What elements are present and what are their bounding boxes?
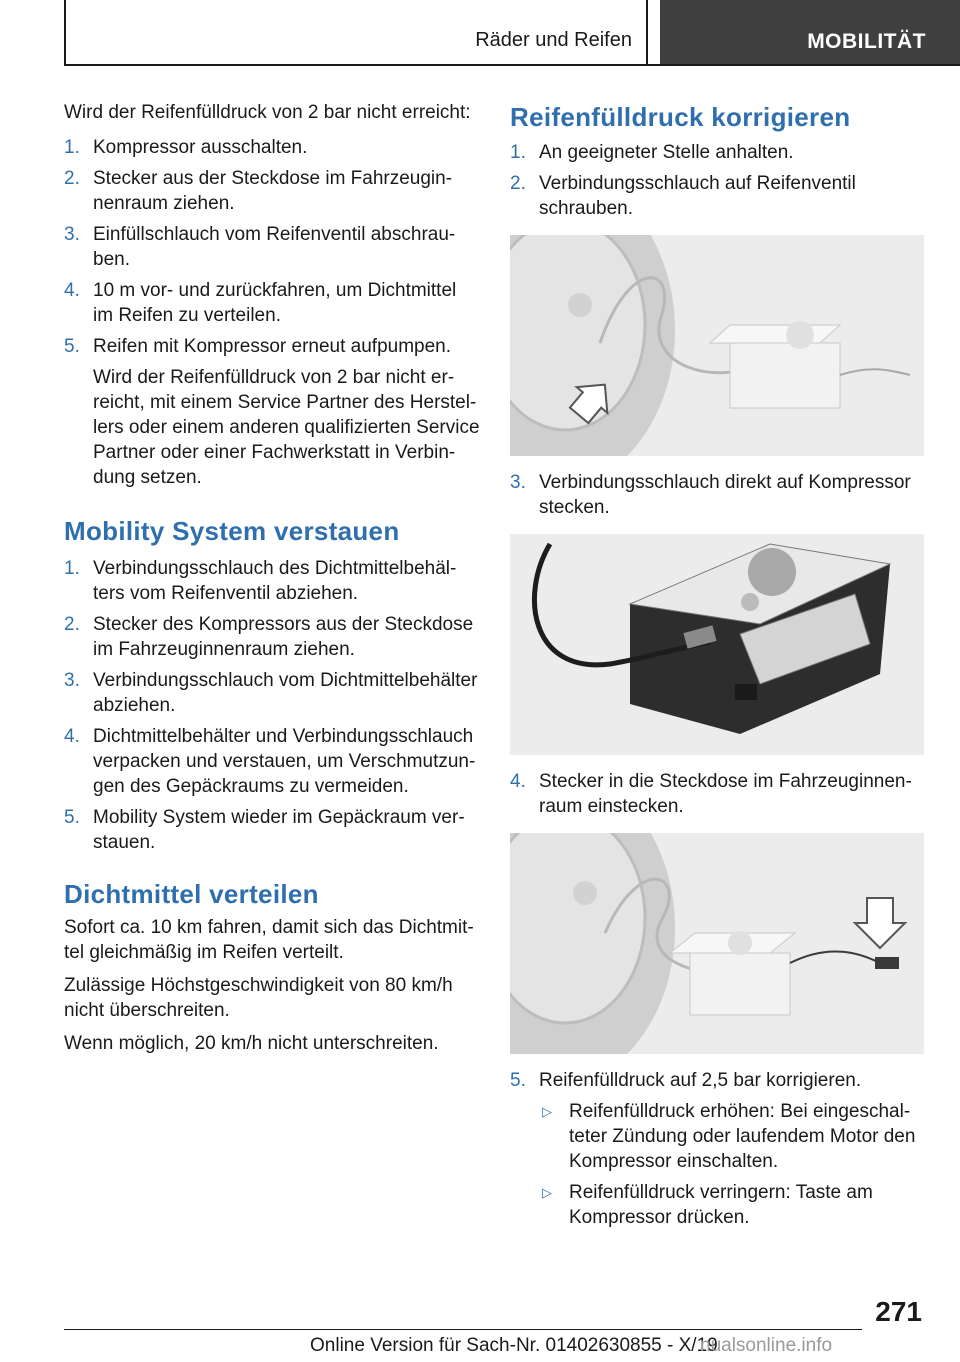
step5-note: Wird der Reifenfülldruck von 2 bar nicht erreicht, mit einem Service Partner des Herstellers oder einem anderen qualifizierten Service Partner oder einer Fachwerkstatt in Verbindung setzen. — [93, 367, 480, 488]
right-column — [510, 100, 924, 1236]
step-number: 5. — [510, 1070, 526, 1091]
bullet-text: Reifenfülldruck verringern: Taste am Kompressor drücken. — [569, 1182, 873, 1228]
correct-steps-d — [510, 1068, 924, 1093]
step-number: 1. — [64, 137, 80, 158]
step-text: Verbindungsschlauch vom Dichtmittelbehälter abziehen. — [93, 670, 478, 716]
footer-rule — [64, 1329, 862, 1330]
step-text: Verbindungsschlauch direkt auf Kompressor stecken. — [539, 472, 911, 518]
left-column — [64, 100, 480, 1056]
step-text: Mobility System wieder im Gepäckraum verstauen. — [93, 807, 465, 853]
step-number: 1. — [510, 142, 526, 163]
list-item — [64, 135, 480, 160]
step-text: Einfüllschlauch vom Reifenventil abschrauben. — [93, 224, 456, 270]
step-number: 5. — [64, 807, 80, 828]
distribute-heading: Dichtmittel verteilen — [64, 879, 319, 909]
step-number: 2. — [64, 614, 80, 635]
list-item — [510, 171, 924, 221]
list-item — [64, 222, 480, 272]
list-item — [64, 556, 480, 606]
list-item — [64, 166, 480, 216]
distribute-text-3: Wenn möglich, 20 km/h nicht unterschreiten. — [64, 1033, 439, 1054]
step-text: 10 m vor- und zurückfahren, um Dichtmittel im Reifen zu verteilen. — [93, 280, 457, 326]
step-number: 1. — [64, 558, 80, 579]
correct-steps-b — [510, 470, 924, 520]
step-text: Reifenfülldruck auf 2,5 bar korrigieren. — [539, 1070, 862, 1091]
step-text: Dichtmittelbehälter und Verbindungsschlauch verpacken und verstauen, um Verschmutzungen des Gepäckraums zu vermeiden. — [93, 726, 476, 797]
stow-steps — [64, 556, 480, 855]
figure-hose-to-valve — [510, 235, 924, 456]
step-number: 4. — [64, 280, 80, 301]
triangle-bullet-icon: ▷ — [542, 1104, 552, 1119]
step-text: Kompressor ausschalten. — [93, 137, 308, 158]
chapter-title: MOBILITÄT — [807, 30, 926, 53]
step-text: Stecker des Kompressors aus der Steckdose im Fahrzeuginnenraum ziehen. — [93, 614, 474, 660]
header-rule — [64, 64, 960, 66]
step-number: 3. — [64, 224, 80, 245]
correct-steps-a — [510, 140, 924, 221]
distribute-text-1: Sofort ca. 10 km fahren, damit sich das Dichtmittel gleichmäßig im Reifen verteilt. — [64, 917, 474, 963]
stow-heading: Mobility System verstauen — [64, 516, 400, 546]
watermark: nualsonline.info — [700, 1335, 833, 1356]
step-text: Stecker aus der Steckdose im Fahrzeuginnenraum ziehen. — [93, 168, 453, 214]
list-item — [64, 668, 480, 718]
distribute-text-2: Zulässige Höchstgeschwindigkeit von 80 km/h nicht überschreiten. — [64, 975, 453, 1021]
list-item — [510, 470, 924, 520]
step-number: 4. — [64, 726, 80, 747]
step-text: Stecker in die Steckdose im Fahrzeuginnenraum einstecken. — [539, 771, 912, 817]
page-number: 271 — [875, 1296, 922, 1327]
correct-steps-c — [510, 769, 924, 819]
list-item — [64, 805, 480, 855]
step-text: Verbindungsschlauch auf Reifenventil schrauben. — [539, 173, 856, 219]
step-number: 2. — [510, 173, 526, 194]
list-item — [64, 724, 480, 799]
bullet-item — [510, 1180, 924, 1230]
triangle-bullet-icon: ▷ — [542, 1185, 552, 1200]
step-text: An geeigneter Stelle anhalten. — [539, 142, 794, 163]
correct-pressure-heading: Reifenfülldruck korrigieren — [510, 102, 851, 132]
step-number: 4. — [510, 771, 526, 792]
list-item — [64, 612, 480, 662]
list-item — [510, 769, 924, 819]
footer-text: Online Version für Sach-Nr. 01402630855 - X/19 — [310, 1335, 718, 1356]
section-tab — [64, 0, 648, 64]
intro-text: Wird der Reifenfülldruck von 2 bar nicht erreicht: — [64, 102, 471, 123]
figure-hose-to-compressor — [510, 534, 924, 755]
list-item — [64, 278, 480, 328]
list-item — [64, 334, 480, 359]
list-item — [510, 140, 924, 165]
bullet-text: Reifenfülldruck erhöhen: Bei eingeschalteter Zündung oder laufendem Motor den Kompressor einschalten. — [569, 1101, 916, 1172]
step-number: 3. — [64, 670, 80, 691]
section-title: Räder und Reifen — [475, 29, 632, 51]
step-text: Verbindungsschlauch des Dichtmittelbehälters vom Reifenventil abziehen. — [93, 558, 457, 604]
step-number: 5. — [64, 336, 80, 357]
chapter-tab — [660, 0, 960, 64]
step-number: 2. — [64, 168, 80, 189]
bullet-item — [510, 1099, 924, 1174]
figure-plug-in-socket — [510, 833, 924, 1054]
refill-steps — [64, 135, 480, 359]
step-text: Reifen mit Kompressor erneut aufpumpen. — [93, 336, 452, 357]
list-item — [510, 1068, 924, 1093]
step-number: 3. — [510, 472, 526, 493]
